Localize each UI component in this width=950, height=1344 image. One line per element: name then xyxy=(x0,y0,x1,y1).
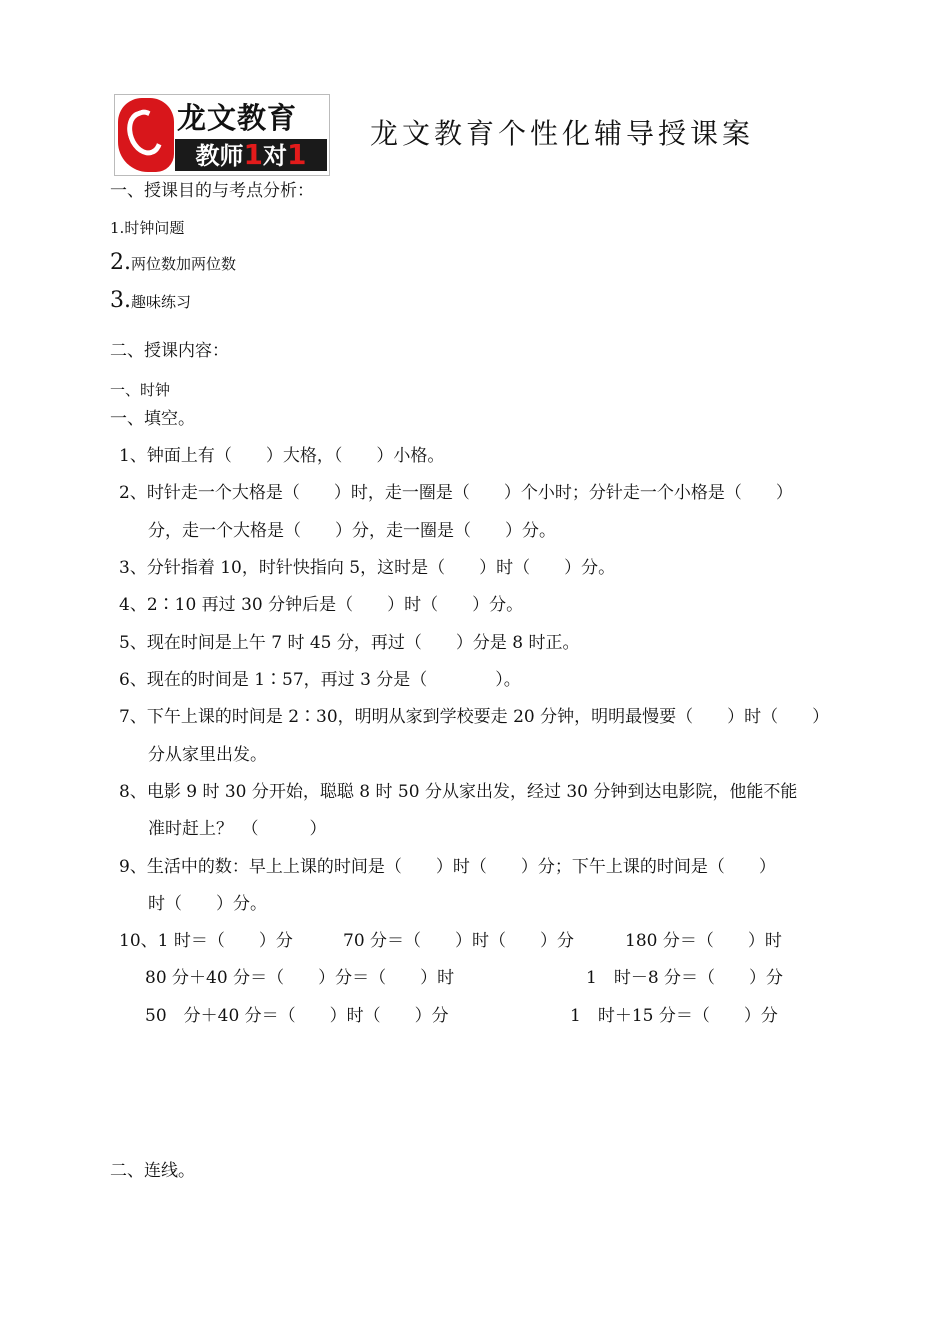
question-8: 8、电影 9 时 30 分开始，聪聪 8 时 50 分从家出发，经过 30 分钟到达电影院，他能不能 xyxy=(119,782,798,802)
question-3: 3、分针指着 10，时针快指向 5，这时是（ ）时（ ）分。 xyxy=(119,558,616,578)
q10-row2-b: 1 时－8 分＝（ ）分 xyxy=(586,968,784,988)
logo-bottom-band xyxy=(175,139,327,171)
logo-top-text: 龙文教育 xyxy=(177,101,298,135)
q10-row3-b: 1 时＋15 分＝（ ）分 xyxy=(570,1006,778,1026)
question-2-cont: 分，走一个大格是（ ）分，走一圈是（ ）分。 xyxy=(148,521,556,541)
objective-item-1 xyxy=(110,217,184,239)
logo-emblem-mark xyxy=(121,106,169,161)
question-4: 4、2∶10 再过 30 分钟后是（ ）时（ ）分。 xyxy=(119,595,524,615)
q10-row1-c: 180 分＝（ ）时 xyxy=(625,931,782,951)
question-7: 7、下午上课的时间是 2∶30，明明从家到学校要走 20 分钟，明明最慢要（ ）时（ ） xyxy=(119,707,830,727)
question-9-cont: 时（ ）分。 xyxy=(148,894,267,914)
q10-row1-b: 70 分＝（ ）时（ ）分 xyxy=(343,931,575,951)
logo-bottom-b: 对 xyxy=(263,142,287,170)
question-1: 1、钟面上有（ ）大格，（ ）小格。 xyxy=(119,446,445,466)
section2-subheading: 一、时钟 xyxy=(110,381,171,399)
logo-emblem-icon xyxy=(118,98,174,172)
logo xyxy=(114,94,330,176)
question-8-cont: 准时赶上？ （ ） xyxy=(148,819,327,839)
objective-item-2 xyxy=(110,252,236,275)
part2-title: 二、连线。 xyxy=(110,1161,195,1181)
section1-heading: 一、授课目的与考点分析： xyxy=(110,181,314,201)
q10-row1-a: 10、1 时＝（ ）分 xyxy=(119,931,293,951)
objective-num: 1. xyxy=(110,219,125,237)
objective-text: 两位数加两位数 xyxy=(131,255,237,273)
logo-bottom-a: 教师 xyxy=(195,142,244,170)
q10-row2-a: 80 分＋40 分＝（ ）分＝（ ）时 xyxy=(145,968,455,988)
logo-bottom-num1: 1 xyxy=(243,138,263,171)
objective-text: 时钟问题 xyxy=(124,219,185,237)
question-7-cont: 分从家里出发。 xyxy=(148,745,267,765)
question-6: 6、现在的时间是 1∶57，再过 3 分是（ ）。 xyxy=(119,670,521,690)
objective-num: 3. xyxy=(110,288,131,313)
q10-row3-a: 50 分＋40 分＝（ ）时（ ）分 xyxy=(145,1006,449,1026)
section2-heading: 二、授课内容： xyxy=(110,341,229,361)
objective-text: 趣味练习 xyxy=(131,293,192,311)
objective-item-3 xyxy=(110,290,191,313)
objective-num: 2. xyxy=(110,250,131,275)
part1-title: 一、填空。 xyxy=(110,409,195,429)
question-2: 2、时针走一个大格是（ ）时，走一圈是（ ）个小时；分针走一个小格是（ ） xyxy=(119,483,793,503)
question-5: 5、现在时间是上午 7 时 45 分，再过（ ）分是 8 时正。 xyxy=(119,633,580,653)
logo-bottom-num2: 1 xyxy=(287,138,307,171)
page-title: 龙文教育个性化辅导授课案 xyxy=(370,117,755,150)
question-9: 9、生活中的数：早上上课的时间是（ ）时（ ）分；下午上课的时间是（ ） xyxy=(119,857,776,877)
